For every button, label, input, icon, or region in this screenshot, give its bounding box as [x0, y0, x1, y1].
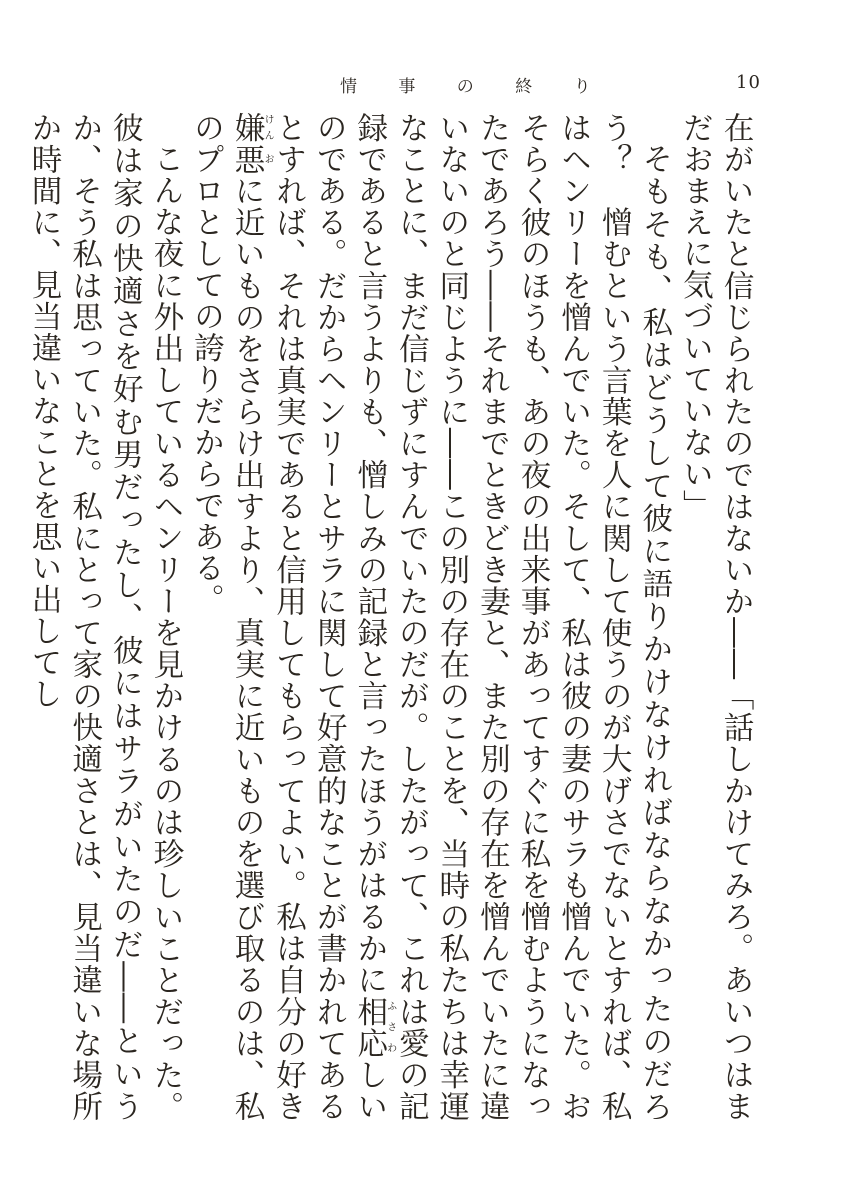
ruby-word [229, 112, 274, 144]
text-run: に近いものをさらけ出すより、真実に近いものを選び取るのは、私のプロとしての誇りだからである。 [188, 112, 265, 1123]
body-text [26, 112, 755, 1123]
text-run: そもそも、私はどうして彼に語りかけなければならなかったのだろう？ 憎むという言葉を人に関して使うのが大げさでないとすれば、私はヘンリーを憎んでいた。そして、私は彼の妻のサラも憎んでいた。おそらく彼のほうも、あの夜の出来事があってすぐに私を憎むようになったであろう――それまでときどき妻と、また別の存在を憎んでいたに違いないのと同じように――この別の存在のことを、当時の私たちは幸運なことに、まだ信じずにすんでいたのだが。したがって、これは愛の記録であると言うよりも、憎しみの記録と言ったほうがはるかに [351, 112, 672, 1122]
paragraph [674, 112, 755, 1122]
ruby-word [229, 143, 274, 176]
ruby-reading: けん [262, 112, 274, 144]
page-number: 10 [736, 72, 761, 93]
running-head: 情 事 の 終 り [340, 77, 609, 97]
ruby-word [351, 995, 396, 1059]
paragraph [23, 112, 185, 1122]
ruby-reading: ふさわ [384, 995, 396, 1059]
ruby-base: 嫌 [229, 112, 265, 144]
ruby-base: 相応 [351, 995, 387, 1059]
paragraph [185, 112, 674, 1122]
text-run: 在がいたと信じられたのではないか――「話しかけてみろ。あいつはまだおまえに気づいていない」 [677, 112, 753, 1122]
ruby-reading: お [262, 143, 274, 176]
ruby-base: 悪 [229, 143, 265, 176]
text-run: しいのである。だからヘンリーとサラに関して好意的なことが書かれてあるとすれば、それは真実であると信用してもらってよい。私は自分の好き [270, 112, 387, 1122]
text-run: こんな夜に外出しているヘンリーを見かけるのは珍しいことだった。彼は家の快適さを好む男だったし、彼にはサラがいたのだ――というか、そう私は思っていた。私にとって家の快適さとは、見当違いな場所か時間に、見当違いなことを思い出してし [26, 112, 183, 1122]
